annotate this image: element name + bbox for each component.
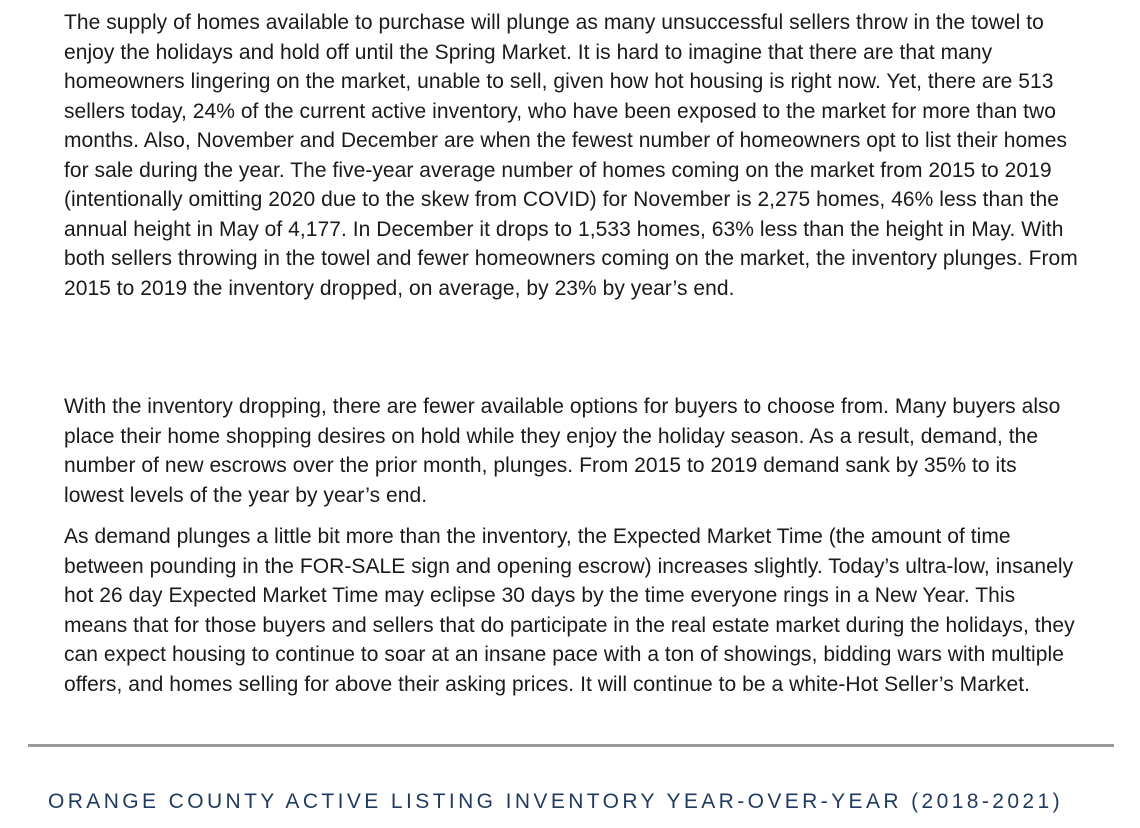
paragraph-inventory-supply: The supply of homes available to purchase will plunge as many unsuccessful sellers throw in the towel to enjoy the holidays and hold off until the Spring Market. It is hard to imagine that there are that many homeowners lingering on the market, unable to sell, given how hot housing is right now. Yet, there are 513 sellers today, 24% of the current active inventory, who have been exposed to the market for more than two months. Also, November and December are when the fewest number of homeowners opt to list their homes for sale during the year. The five-year average number of homes coming on the market from 2015 to 2019 (intentionally omitting 2020 due to the skew from COVID) for November is 2,275 homes, 46% less than the annual height in May of 4,177. In December it drops to 1,533 homes, 63% less than the height in May. With both sellers throwing in the towel and fewer homeowners coming on the market, the inventory plunges. From 2015 to 2019 the inventory dropped, on average, by 23% by year’s end. <box>64 11 1078 300</box>
paragraph-demand: With the inventory dropping, there are fewer available options for buyers to choose from. Many buyers also place their home shopping desires on hold while they enjoy the holiday season. As a result, demand, the number of new escrows over the prior month, plunges. From 2015 to 2019 demand sank by 35% to its lowest levels of the year by year’s end. <box>64 395 1061 507</box>
paragraph-market-time: As demand plunges a little bit more than the inventory, the Expected Market Time (the amount of time between pounding in the FOR-SALE sign and opening escrow) increases slightly. Today’s ultra-low, insanely hot 26 day Expected Market Time may eclipse 30 days by the time everyone rings in a New Year. This means that for those buyers and sellers that do participate in the real estate market during the holidays, they can expect housing to continue to soar at an insane pace with a ton of showings, bidding wars with multiple offers, and homes selling for above their asking prices. It will continue to be a white-Hot Seller’s Market. <box>64 525 1075 696</box>
section-heading: ORANGE COUNTY ACTIVE LISTING INVENTORY YEAR-OVER-YEAR (2018-2021) <box>48 790 1063 813</box>
section-divider <box>28 744 1114 747</box>
